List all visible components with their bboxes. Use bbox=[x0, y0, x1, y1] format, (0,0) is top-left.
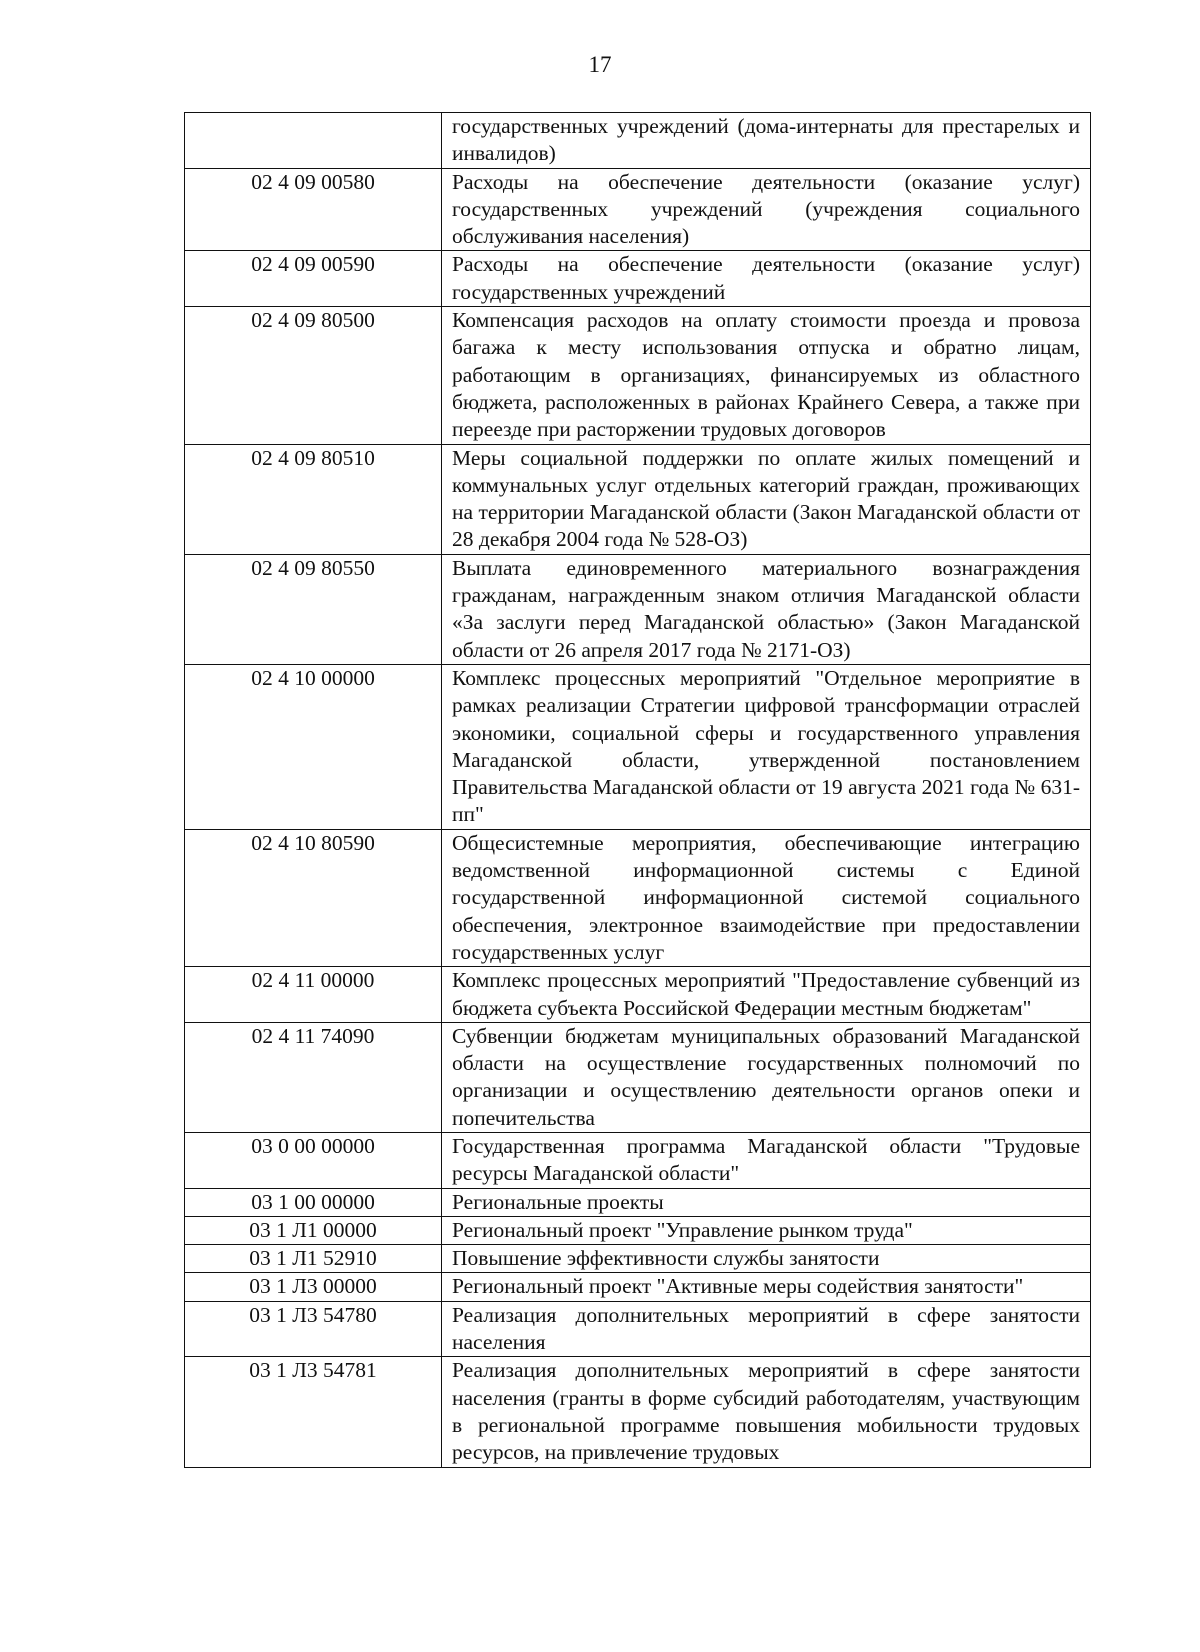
code-cell: 03 1 Л3 00000 bbox=[185, 1273, 442, 1301]
table-row bbox=[185, 1132, 1091, 1188]
code-cell: 02 4 11 74090 bbox=[185, 1022, 442, 1132]
table-row bbox=[185, 1357, 1091, 1467]
table-row bbox=[185, 168, 1091, 251]
description-cell: Государственная программа Магаданской области "Трудовые ресурсы Магаданской области" bbox=[442, 1132, 1091, 1188]
table-row bbox=[185, 1273, 1091, 1301]
description-cell: Расходы на обеспечение деятельности (оказание услуг) государственных учреждений bbox=[442, 251, 1091, 307]
description-cell: Расходы на обеспечение деятельности (оказание услуг) государственных учреждений (учреждения социального обслуживания населения) bbox=[442, 168, 1091, 251]
table-row bbox=[185, 1022, 1091, 1132]
table-row bbox=[185, 251, 1091, 307]
budget-classification-table bbox=[184, 112, 1091, 1468]
code-cell: 03 0 00 00000 bbox=[185, 1132, 442, 1188]
description-cell: Повышение эффективности службы занятости bbox=[442, 1245, 1091, 1273]
description-cell: Реализация дополнительных мероприятий в сфере занятости населения bbox=[442, 1301, 1091, 1357]
table-row bbox=[185, 1301, 1091, 1357]
code-cell: 02 4 09 80550 bbox=[185, 554, 442, 664]
table-row bbox=[185, 444, 1091, 554]
table-row bbox=[185, 1188, 1091, 1216]
description-cell: Комплекс процессных мероприятий "Отдельное мероприятие в рамках реализации Стратегии цифровой трансформации отраслей экономики, социальной сферы и государственного управления Магаданской области, утвержденной постановлением Правительства Магаданской области от 19 августа 2021 года № 631-пп" bbox=[442, 664, 1091, 829]
code-cell: 02 4 10 80590 bbox=[185, 829, 442, 966]
code-cell bbox=[185, 113, 442, 169]
table-row bbox=[185, 1245, 1091, 1273]
description-cell: Региональный проект "Активные меры содействия занятости" bbox=[442, 1273, 1091, 1301]
code-cell: 02 4 09 80510 bbox=[185, 444, 442, 554]
code-cell: 02 4 11 00000 bbox=[185, 967, 442, 1023]
description-cell: Комплекс процессных мероприятий "Предоставление субвенций из бюджета субъекта Российской Федерации местным бюджетам" bbox=[442, 967, 1091, 1023]
code-cell: 02 4 09 00580 bbox=[185, 168, 442, 251]
description-cell: Региональные проекты bbox=[442, 1188, 1091, 1216]
page-number: 17 bbox=[588, 52, 612, 77]
description-cell: Общесистемные мероприятия, обеспечивающие интеграцию ведомственной информационной системы с Единой государственной информационной системой социального обеспечения, электронное взаимодействие при предоставлении государственных услуг bbox=[442, 829, 1091, 966]
table-body bbox=[185, 113, 1091, 1468]
table-row bbox=[185, 967, 1091, 1023]
description-cell: Реализация дополнительных мероприятий в сфере занятости населения (гранты в форме субсидий работодателям, участвующим в региональной программе повышения мобильности трудовых ресурсов, на привлечение трудовых bbox=[442, 1357, 1091, 1467]
table-row bbox=[185, 307, 1091, 444]
table-row bbox=[185, 1216, 1091, 1244]
code-cell: 02 4 10 00000 bbox=[185, 664, 442, 829]
table-row bbox=[185, 554, 1091, 664]
description-cell: Выплата единовременного материального вознаграждения гражданам, награжденным знаком отличия Магаданской области «За заслуги перед Магаданской областью» (Закон Магаданской области от 26 апреля 2017 года № 2171-ОЗ) bbox=[442, 554, 1091, 664]
code-cell: 03 1 00 00000 bbox=[185, 1188, 442, 1216]
description-cell: Региональный проект "Управление рынком труда" bbox=[442, 1216, 1091, 1244]
code-cell: 03 1 Л3 54781 bbox=[185, 1357, 442, 1467]
description-cell: Меры социальной поддержки по оплате жилых помещений и коммунальных услуг отдельных категорий граждан, проживающих на территории Магаданской области (Закон Магаданской области от 28 декабря 2004 года № 528-ОЗ) bbox=[442, 444, 1091, 554]
code-cell: 03 1 Л1 00000 bbox=[185, 1216, 442, 1244]
code-cell: 02 4 09 00590 bbox=[185, 251, 442, 307]
code-cell: 02 4 09 80500 bbox=[185, 307, 442, 444]
description-cell: государственных учреждений (дома-интернаты для престарелых и инвалидов) bbox=[442, 113, 1091, 169]
description-cell: Субвенции бюджетам муниципальных образований Магаданской области на осуществление государственных полномочий по организации и осуществлению деятельности органов опеки и попечительства bbox=[442, 1022, 1091, 1132]
description-cell: Компенсация расходов на оплату стоимости проезда и провоза багажа к месту использования отпуска и обратно лицам, работающим в организациях, финансируемых из областного бюджета, расположенных в районах Крайнего Севера, а также при переезде при расторжении трудовых договоров bbox=[442, 307, 1091, 444]
table-row bbox=[185, 829, 1091, 966]
code-cell: 03 1 Л1 52910 bbox=[185, 1245, 442, 1273]
table-row bbox=[185, 113, 1091, 169]
code-cell: 03 1 Л3 54780 bbox=[185, 1301, 442, 1357]
table-row bbox=[185, 664, 1091, 829]
